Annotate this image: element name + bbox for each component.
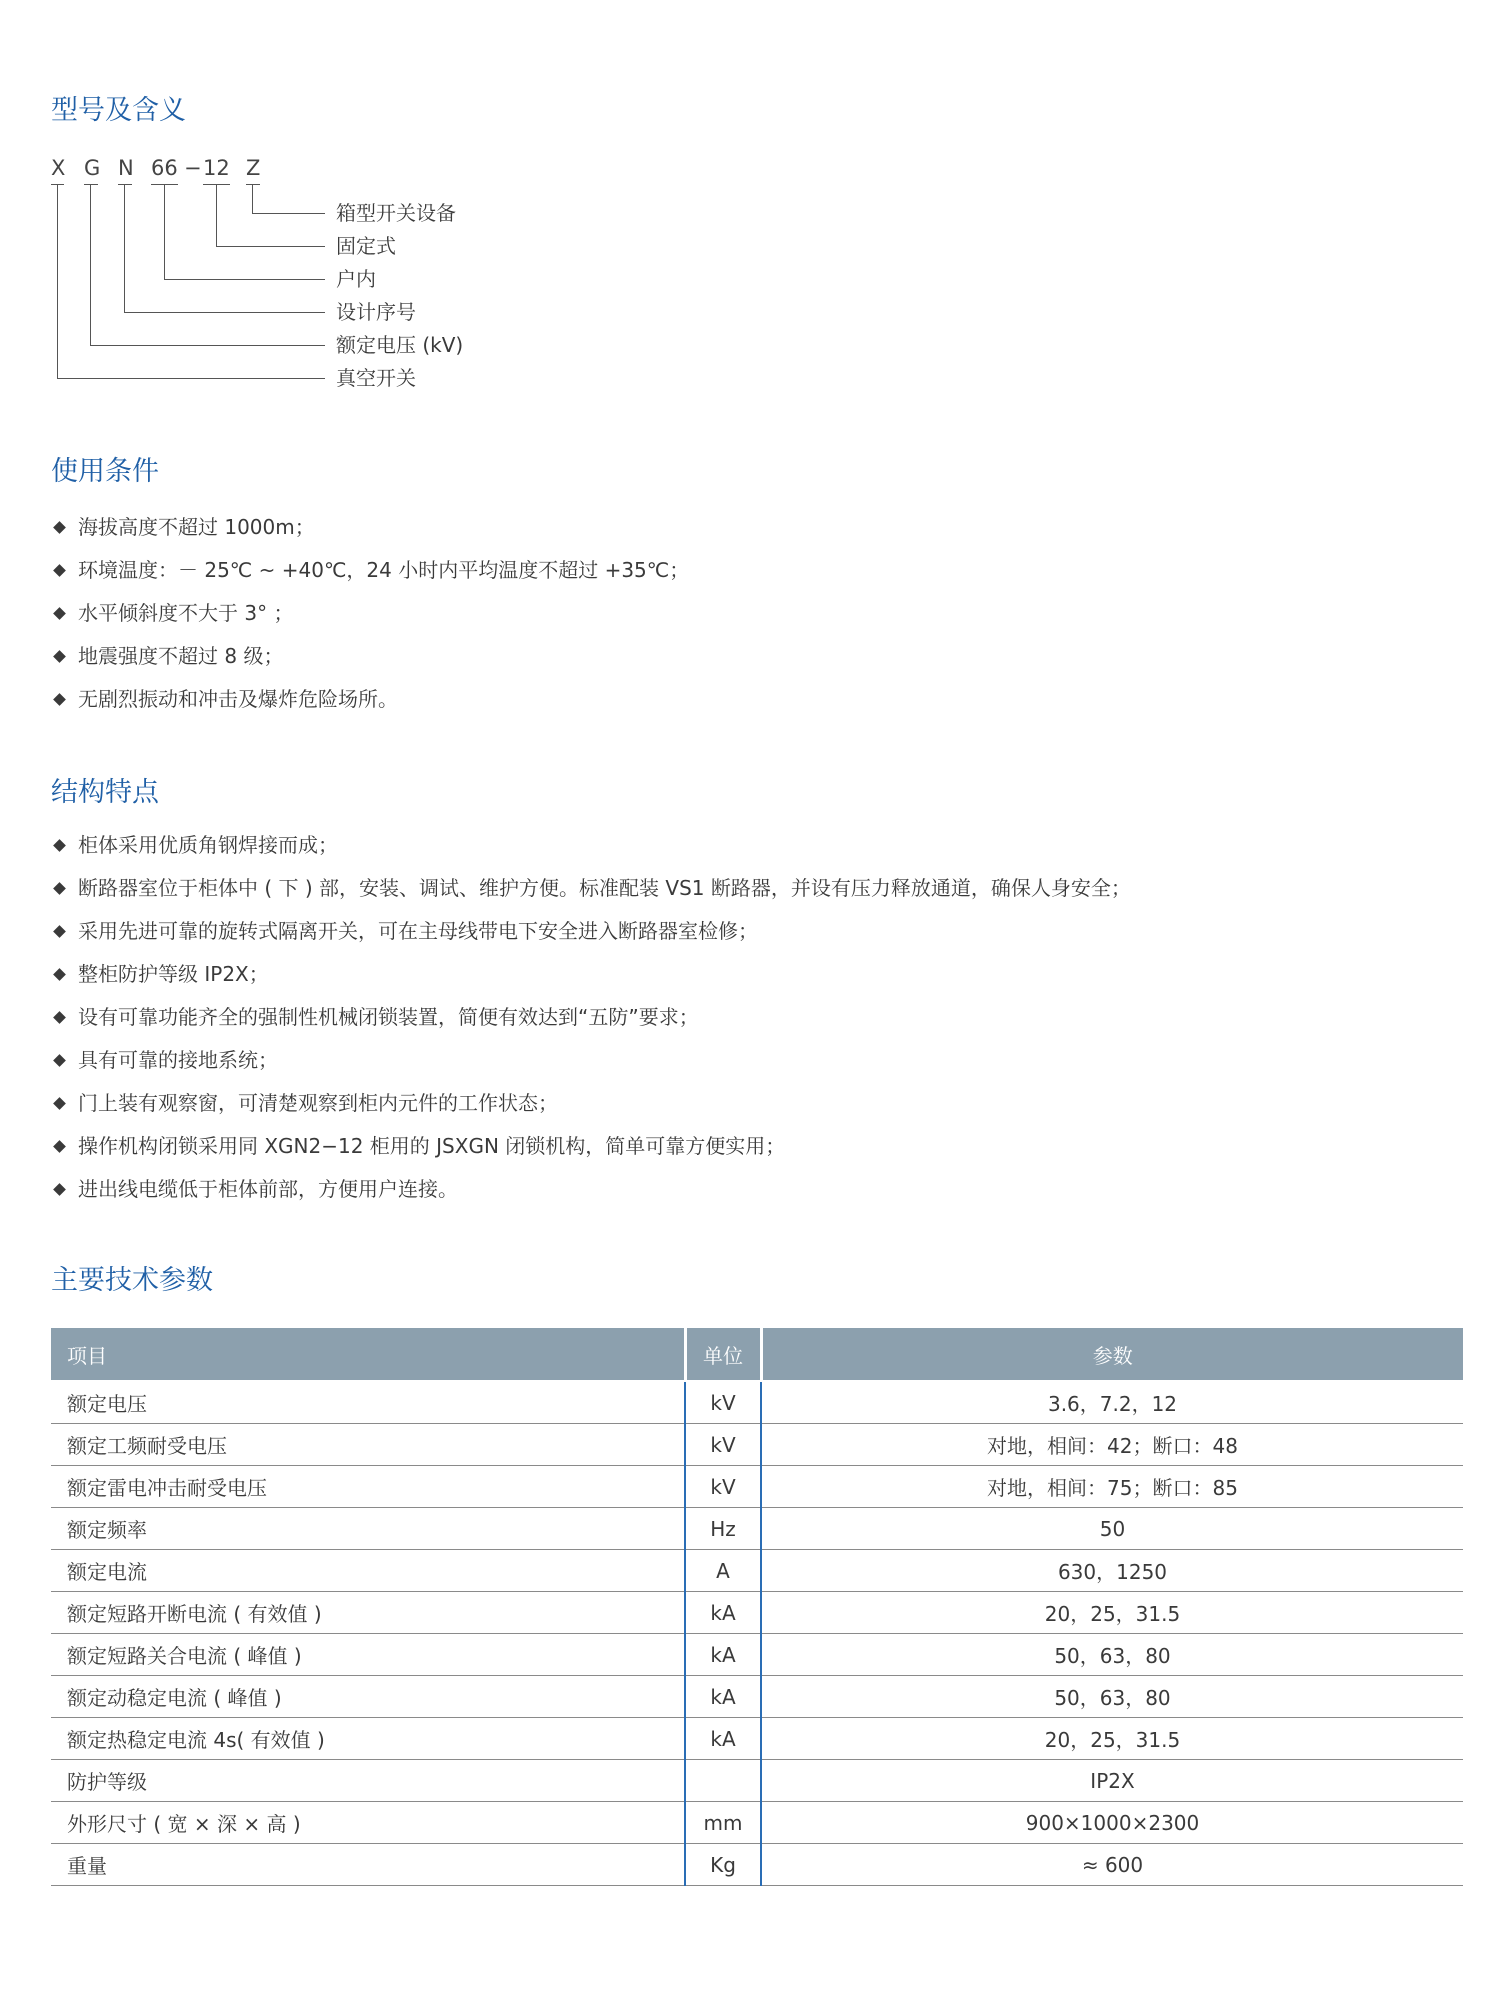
list-item <box>51 549 689 592</box>
cell-unit: kA <box>685 1592 761 1634</box>
cell-unit: Hz <box>685 1508 761 1550</box>
cell-item: 外形尺寸 ( 宽 × 深 × 高 ) <box>51 1802 685 1844</box>
table-header-row <box>51 1328 1463 1381</box>
cell-value: IP2X <box>761 1760 1463 1802</box>
section-title-structure: 结构特点 <box>51 777 159 808</box>
code-underline <box>118 184 132 185</box>
list-item-text: 具有可靠的接地系统； <box>78 1048 278 1072</box>
diamond-bullet-icon <box>53 1183 66 1196</box>
code-underline <box>246 184 260 185</box>
leader-horizontal <box>57 378 325 379</box>
cell-unit: A <box>685 1550 761 1592</box>
cell-value: 50 <box>761 1508 1463 1550</box>
list-item <box>51 1039 1131 1082</box>
cell-unit: kV <box>685 1466 761 1508</box>
cell-unit <box>685 1760 761 1802</box>
leader-vertical <box>57 184 58 378</box>
list-item-text: 门上装有观察窗，可清楚观察到柜内元件的工作状态； <box>78 1091 558 1115</box>
cell-item: 额定工频耐受电压 <box>51 1424 685 1466</box>
table-row <box>51 1466 1463 1508</box>
list-item-text: 整柜防护等级 IP2X； <box>78 962 269 986</box>
diamond-bullet-icon <box>53 693 66 706</box>
cell-value: 630，1250 <box>761 1550 1463 1592</box>
list-item <box>51 1125 1131 1168</box>
list-item <box>51 592 689 635</box>
diamond-bullet-icon <box>53 650 66 663</box>
legend-label-fixed: 固定式 <box>336 234 396 258</box>
leader-vertical <box>216 184 217 246</box>
cell-item: 额定电压 <box>51 1381 685 1424</box>
table-row <box>51 1676 1463 1718</box>
leader-horizontal <box>164 279 325 280</box>
table-row <box>51 1844 1463 1886</box>
diamond-bullet-icon <box>53 1011 66 1024</box>
code-letter-g: G <box>84 156 101 180</box>
cell-item: 额定电流 <box>51 1550 685 1592</box>
table-row <box>51 1424 1463 1466</box>
list-item-text: 水平倾斜度不大于 3° ； <box>78 601 294 625</box>
header-unit: 单位 <box>685 1328 761 1381</box>
leader-horizontal <box>216 246 325 247</box>
cell-unit: kA <box>685 1634 761 1676</box>
cell-value: 对地，相间：42；断口：48 <box>761 1424 1463 1466</box>
code-letter-12: 12 <box>203 156 230 180</box>
table-row <box>51 1634 1463 1676</box>
list-item-text: 海拔高度不超过 1000m； <box>78 515 315 539</box>
leader-vertical <box>252 184 253 213</box>
legend-label-box-type: 箱型开关设备 <box>336 201 456 225</box>
table-row <box>51 1592 1463 1634</box>
leader-horizontal <box>90 345 325 346</box>
cell-unit: kV <box>685 1424 761 1466</box>
table-row <box>51 1550 1463 1592</box>
diamond-bullet-icon <box>53 882 66 895</box>
list-item <box>51 1082 1131 1125</box>
legend-label-design-no: 设计序号 <box>336 300 416 324</box>
list-item <box>51 678 689 721</box>
structure-features-list <box>51 824 1131 1211</box>
list-item-text: 无剧烈振动和冲击及爆炸危险场所。 <box>78 687 398 711</box>
cell-unit: Kg <box>685 1844 761 1886</box>
code-letter-x: X <box>51 156 66 180</box>
list-item <box>51 506 689 549</box>
cell-value: 50，63，80 <box>761 1676 1463 1718</box>
use-conditions-list <box>51 506 689 721</box>
code-letter-dash: − <box>184 156 202 180</box>
leader-vertical <box>90 184 91 345</box>
list-item-text: 操作机构闭锁采用同 XGN2−12 柜用的 JSXGN 闭锁机构，简单可靠方便实用； <box>78 1134 786 1158</box>
list-item-text: 采用先进可靠的旋转式隔离开关，可在主母线带电下安全进入断路器室检修； <box>78 919 758 943</box>
code-letter-z: Z <box>246 156 261 180</box>
diamond-bullet-icon <box>53 564 66 577</box>
table-row <box>51 1802 1463 1844</box>
cell-unit: mm <box>685 1802 761 1844</box>
list-item-text: 进出线电缆低于柜体前部，方便用户连接。 <box>78 1177 458 1201</box>
cell-item: 额定动稳定电流 ( 峰值 ) <box>51 1676 685 1718</box>
list-item <box>51 996 1131 1039</box>
section-title-model: 型号及含义 <box>51 95 186 126</box>
diamond-bullet-icon <box>53 521 66 534</box>
cell-item: 重量 <box>51 1844 685 1886</box>
list-item <box>51 1168 1131 1211</box>
code-underline <box>84 184 98 185</box>
diamond-bullet-icon <box>53 839 66 852</box>
code-letter-n: N <box>118 156 134 180</box>
list-item-text: 设有可靠功能齐全的强制性机械闭锁装置，简便有效达到“五防”要求； <box>78 1005 699 1029</box>
cell-item: 额定热稳定电流 4s( 有效值 ) <box>51 1718 685 1760</box>
cell-value: 20，25，31.5 <box>761 1718 1463 1760</box>
cell-item: 额定频率 <box>51 1508 685 1550</box>
cell-unit: kA <box>685 1676 761 1718</box>
section-title-params: 主要技术参数 <box>51 1265 213 1296</box>
diamond-bullet-icon <box>53 607 66 620</box>
list-item-text: 柜体采用优质角钢焊接而成； <box>78 833 338 857</box>
diamond-bullet-icon <box>53 925 66 938</box>
diamond-bullet-icon <box>53 968 66 981</box>
list-item <box>51 824 1131 867</box>
list-item <box>51 910 1131 953</box>
list-item-text: 断路器室位于柜体中 ( 下 ) 部，安装、调试、维护方便。标准配装 VS1 断路器，并设有压力释放通道，确保人身安全； <box>78 876 1131 900</box>
cell-item: 额定雷电冲击耐受电压 <box>51 1466 685 1508</box>
legend-label-rated-voltage: 额定电压 (kV) <box>336 333 464 357</box>
list-item-text: 地震强度不超过 8 级； <box>78 644 284 668</box>
cell-value: ≈ 600 <box>761 1844 1463 1886</box>
cell-item: 额定短路关合电流 ( 峰值 ) <box>51 1634 685 1676</box>
diamond-bullet-icon <box>53 1054 66 1067</box>
cell-unit: kV <box>685 1381 761 1424</box>
list-item <box>51 867 1131 910</box>
leader-horizontal <box>252 213 325 214</box>
cell-item: 额定短路开断电流 ( 有效值 ) <box>51 1592 685 1634</box>
cell-item: 防护等级 <box>51 1760 685 1802</box>
table-row <box>51 1381 1463 1424</box>
table-row <box>51 1760 1463 1802</box>
header-value: 参数 <box>761 1328 1463 1381</box>
diamond-bullet-icon <box>53 1097 66 1110</box>
code-letter-66: 66 <box>151 156 178 180</box>
cell-value: 对地，相间：75；断口：85 <box>761 1466 1463 1508</box>
cell-value: 900×1000×2300 <box>761 1802 1463 1844</box>
table-row <box>51 1718 1463 1760</box>
header-item: 项目 <box>51 1328 685 1381</box>
cell-value: 20，25，31.5 <box>761 1592 1463 1634</box>
leader-horizontal <box>124 312 325 313</box>
leader-vertical <box>164 184 165 279</box>
params-table <box>51 1328 1463 1886</box>
list-item <box>51 953 1131 996</box>
section-title-use-conditions: 使用条件 <box>51 456 159 487</box>
list-item-text: 环境温度：－ 25℃ ~ +40℃，24 小时内平均温度不超过 +35℃； <box>78 558 690 582</box>
table-row <box>51 1508 1463 1550</box>
cell-value: 3.6，7.2，12 <box>761 1381 1463 1424</box>
leader-vertical <box>124 184 125 312</box>
legend-label-vacuum-switch: 真空开关 <box>336 366 416 390</box>
list-item <box>51 635 689 678</box>
cell-value: 50，63，80 <box>761 1634 1463 1676</box>
legend-label-indoor: 户内 <box>336 267 376 291</box>
cell-unit: kA <box>685 1718 761 1760</box>
diamond-bullet-icon <box>53 1140 66 1153</box>
